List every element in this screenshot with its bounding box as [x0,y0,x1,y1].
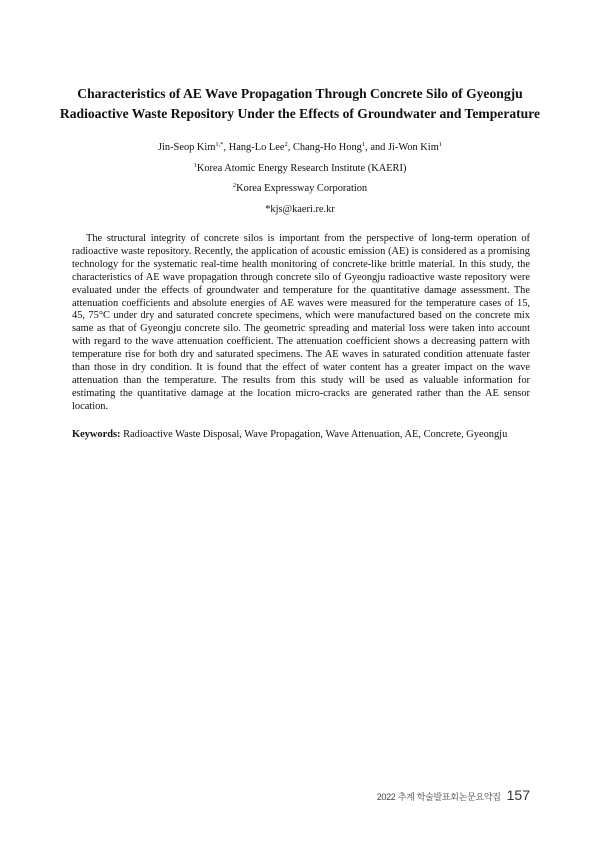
affiliation-1 [40,159,560,180]
author-affiliation-mark: 1 [438,141,443,148]
paper-title [40,84,560,124]
abstract-paragraph: The structural integrity of concrete silos is important from the perspective of long-term operation of radioactive waste repository. Recently, the application of acoustic emission (AE) is considered as a promising technology for the systematic real-time health monitoring of concrete-like brittle material. In this study, the characteristics of AE wave propagation through concrete silo of Gyeongju radioactive waste repository were evaluated under the effects of groundwater and temperature for the quantitative damage assessment. The attenuation coefficients and absolute energies of AE waves were measured for the temperature cases of 15, 45, 75°C under dry and saturated concrete specimens, which were manufactured based on the concrete mix same as that of Gyeongju concrete silo. The geometric spreading and material loss were taken into account with regard to the wave attenuation coefficient. The attenuation coefficient shows a decreasing pattern with temperature rise for both dry and saturated specimens. The AE waves in saturated condition attenuate faster than those in dry condition. It is found that the effect of water content has a greater impact on the wave attenuation than the temperature. The results from this study will be used as valuable information for estimating the quantitative damage at the location micro-cracks are generated rather than the AE sensor location. [72,233,530,412]
author-name: Jin-Seop Kim [157,142,216,153]
affiliation-2 [40,179,560,200]
author-block [40,138,560,220]
affiliation-mark: 2 [232,182,237,189]
author-name: Chang-Ho Hong [292,142,362,153]
title-line-1: Characteristics of AE Wave Propagation Through Concrete Silo of Gyeongju [77,86,523,101]
author-affiliation-mark: 2 [284,141,288,148]
author-affiliation-mark: 1 [361,141,366,148]
keywords-line [72,428,542,441]
page-footer [377,787,530,803]
author-name: Ji-Won Kim [387,142,439,153]
affiliation-text: Korea Expressway Corporation [236,183,368,194]
page-number: 157 [506,787,530,803]
title-line-2: Radioactive Waste Repository Under the Effects of Groundwater and Temperature [59,106,541,121]
author-name: Hang-Lo Lee [228,142,285,153]
author-affiliation-mark: 1,* [215,141,224,148]
keywords-text: Radioactive Waste Disposal, Wave Propagation, Wave Attenuation, AE, Concrete, Gyeongju [123,429,508,440]
author-list: Jin-Seop Kim$^{1,*}$, Hang-Lo Lee$^2$, Chang-Ho Hong$^1$, and Ji-Won Kim$^1$ [157,141,443,153]
proceedings-title: 2022 추계 학술발표회논문요약집 [376,792,501,802]
keywords-label: Keywords: [72,429,121,440]
affiliation-mark: 1 [193,161,197,169]
corresponding-email: *kjs@kaeri.re.kr [265,203,335,215]
author-conjunction: and [370,142,386,153]
affiliation-text: Korea Atomic Energy Research Institute (KAERI) [196,162,407,174]
